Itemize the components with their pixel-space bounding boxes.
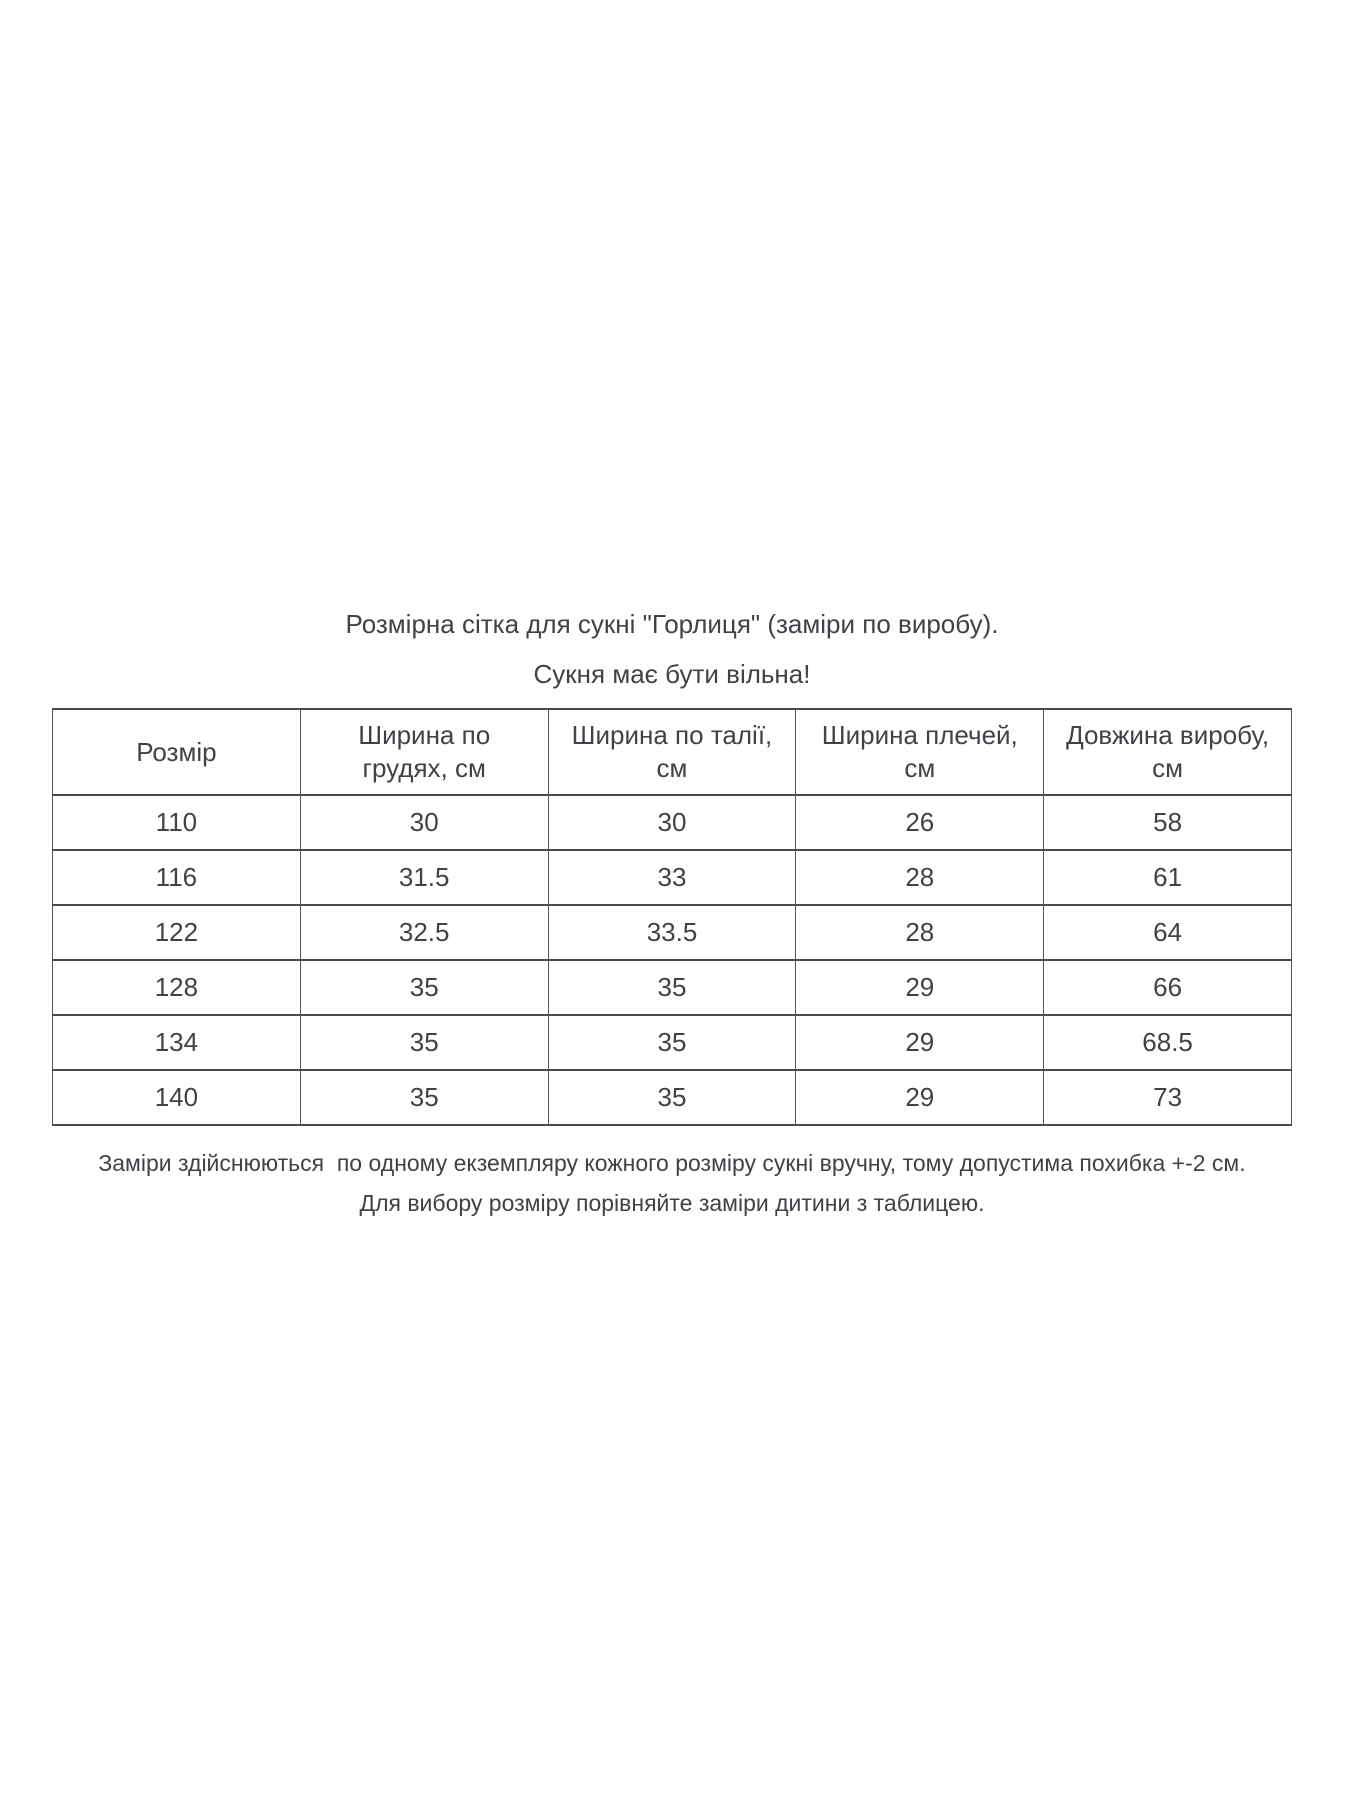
table-cell: 61 [1044,850,1292,905]
column-header-chest-width: Ширина по грудях, см [300,709,548,795]
table-cell: 30 [300,795,548,850]
table-cell: 29 [796,1070,1044,1125]
table-row [53,1070,1292,1125]
table-row [53,1015,1292,1070]
table-row [53,905,1292,960]
table-cell: 35 [300,1015,548,1070]
size-chart-document [52,608,1292,1216]
table-cell: 110 [53,795,301,850]
column-header-shoulder-width: Ширина плечей, см [796,709,1044,795]
table-cell: 29 [796,1015,1044,1070]
table-cell: 140 [53,1070,301,1125]
table-cell: 32.5 [300,905,548,960]
table-cell: 73 [1044,1070,1292,1125]
table-cell: 35 [548,1015,796,1070]
measurement-note: Заміри здійснюються по одному екземпляру кожного розміру сукні вручну, тому допустима похибка +-2 см. [98,1150,1246,1176]
column-header-garment-length: Довжина виробу, см [1044,709,1292,795]
page-subtitle: Сукня має бути вільна! [533,659,811,689]
table-cell: 35 [548,1070,796,1125]
table-cell: 28 [796,850,1044,905]
clipped-text-line: Для вибору розміру порівняйте заміри дитини з таблицею. [359,1190,985,1216]
table-row [53,850,1292,905]
table-cell: 35 [300,1070,548,1125]
table-cell: 29 [796,960,1044,1015]
table-cell: 66 [1044,960,1292,1015]
table-cell: 128 [53,960,301,1015]
table-cell: 116 [53,850,301,905]
table-cell: 122 [53,905,301,960]
table-row [53,795,1292,850]
table-cell: 26 [796,795,1044,850]
table-cell: 58 [1044,795,1292,850]
table-cell: 35 [548,960,796,1015]
table-cell: 33.5 [548,905,796,960]
table-cell: 134 [53,1015,301,1070]
size-table [52,708,1292,1126]
table-cell: 28 [796,905,1044,960]
column-header-size: Розмір [53,709,301,795]
table-row [53,960,1292,1015]
column-header-waist-width: Ширина по талії, см [548,709,796,795]
table-cell: 33 [548,850,796,905]
table-cell: 31.5 [300,850,548,905]
header-row [53,709,1292,795]
page-title: Розмірна сітка для сукні "Горлиця" (заміри по виробу). [345,609,999,639]
table-cell: 30 [548,795,796,850]
table-cell: 64 [1044,905,1292,960]
table-cell: 35 [300,960,548,1015]
table-cell: 68.5 [1044,1015,1292,1070]
